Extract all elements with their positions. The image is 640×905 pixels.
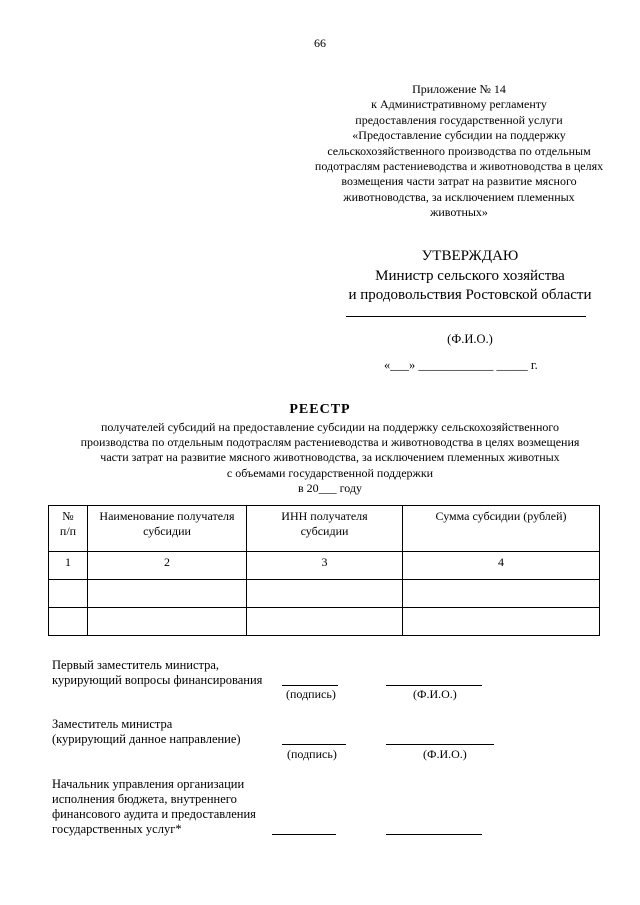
table-cell[interactable]: [247, 580, 403, 608]
signatory-line: (курирующий данное направление): [52, 732, 241, 746]
registry-text-line: получателей субсидий на предоставление субсидии на поддержку сельскохозяйственного: [100, 420, 559, 434]
table-cell: 1: [49, 552, 88, 580]
table-cell: 2: [88, 552, 247, 580]
appendix-line: «Предоставление субсидии на поддержку: [352, 128, 566, 143]
appendix-line: предоставления государственной услуги: [355, 112, 563, 127]
signature-line-1[interactable]: [282, 685, 338, 686]
signatory-line: курирующий вопросы финансирования: [52, 673, 263, 687]
signatory-line: государственных услуг*: [52, 822, 182, 836]
table-header-cell: [88, 506, 247, 552]
header-text: Наименование получателя: [99, 509, 235, 523]
approval-title: УТВЕРЖДАЮ: [421, 248, 519, 264]
table-numbers-row: [49, 552, 600, 580]
signatory-line: финансового аудита и предоставления: [52, 807, 256, 821]
table-header-cell: [49, 506, 88, 552]
header-text: субсидии: [143, 524, 191, 538]
table-header-row: [49, 506, 600, 552]
registry-text-line: с объемами государственной поддержки: [226, 465, 434, 480]
table-cell[interactable]: [403, 608, 600, 636]
table-row: [49, 580, 600, 608]
fio-label-1: (Ф.И.О.): [413, 687, 457, 701]
table-cell[interactable]: [49, 608, 88, 636]
registry-text-line: в 20___ году: [297, 480, 363, 495]
signatory-3-title: [52, 777, 256, 837]
approval-date: «___» ____________ _____ г.: [384, 358, 538, 372]
table-header-cell: [247, 506, 403, 552]
registry-title: РЕЕСТР: [289, 402, 351, 417]
approval-organization: и продовольствия Ростовской области: [348, 287, 592, 303]
fio-label-2: (Ф.И.О.): [423, 747, 467, 761]
table-cell[interactable]: [88, 608, 247, 636]
table-cell[interactable]: [49, 580, 88, 608]
registry-description: [40, 420, 620, 496]
fio-line-3[interactable]: [386, 834, 482, 835]
table-header-cell: [403, 506, 600, 552]
fio-line-1[interactable]: [386, 685, 482, 686]
registry-table: [48, 505, 600, 636]
header-text: ИНН получателя: [281, 509, 368, 523]
signature-line-2[interactable]: [282, 744, 346, 745]
signature-line-3[interactable]: [272, 834, 336, 835]
header-text: Сумма субсидии (рублей): [435, 509, 567, 523]
appendix-line: животноводства, за исключением племенных: [343, 189, 575, 204]
header-text: п/п: [59, 524, 77, 538]
appendix-line: Приложение № 14: [412, 82, 506, 96]
approval-position: Министр сельского хозяйства: [375, 268, 565, 284]
signatory-2-title: [52, 717, 241, 747]
registry-text-line: производства по отдельным подотраслям растениеводства и животноводства в целях возмещения: [80, 435, 580, 450]
table-cell[interactable]: [403, 580, 600, 608]
signature-label-1: (подпись): [286, 687, 336, 701]
approval-signature-line: [346, 316, 586, 317]
signatory-line: Первый заместитель министра,: [52, 658, 220, 672]
appendix-line: животных»: [430, 205, 488, 220]
page-number: 66: [314, 36, 326, 50]
header-text: субсидии: [300, 524, 349, 538]
signatory-line: Начальник управления организации: [52, 777, 245, 791]
signatory-line: исполнения бюджета, внутреннего: [52, 792, 237, 806]
table-cell: 3: [247, 552, 403, 580]
signature-label-2: (подпись): [287, 747, 337, 761]
appendix-line: возмещения части затрат на развитие мясного: [341, 174, 577, 189]
header-text: №: [62, 509, 74, 523]
table-cell: 4: [403, 552, 600, 580]
table-row: [49, 608, 600, 636]
table-cell[interactable]: [247, 608, 403, 636]
appendix-line: сельскохозяйственного производства по отдельным: [327, 143, 591, 158]
signatory-1-title: [52, 658, 262, 688]
approval-fio-label: (Ф.И.О.): [447, 332, 493, 346]
fio-line-2[interactable]: [386, 744, 494, 745]
registry-text-line: части затрат на развитие мясного животноводства, за исключением племенных животных: [100, 450, 560, 465]
appendix-line: к Административному регламенту: [371, 97, 547, 112]
appendix-block: [294, 82, 624, 221]
appendix-line: подотраслям растениеводства и животноводства в целях: [314, 159, 604, 174]
table-cell[interactable]: [88, 580, 247, 608]
signatory-line: Заместитель министра: [52, 717, 173, 731]
